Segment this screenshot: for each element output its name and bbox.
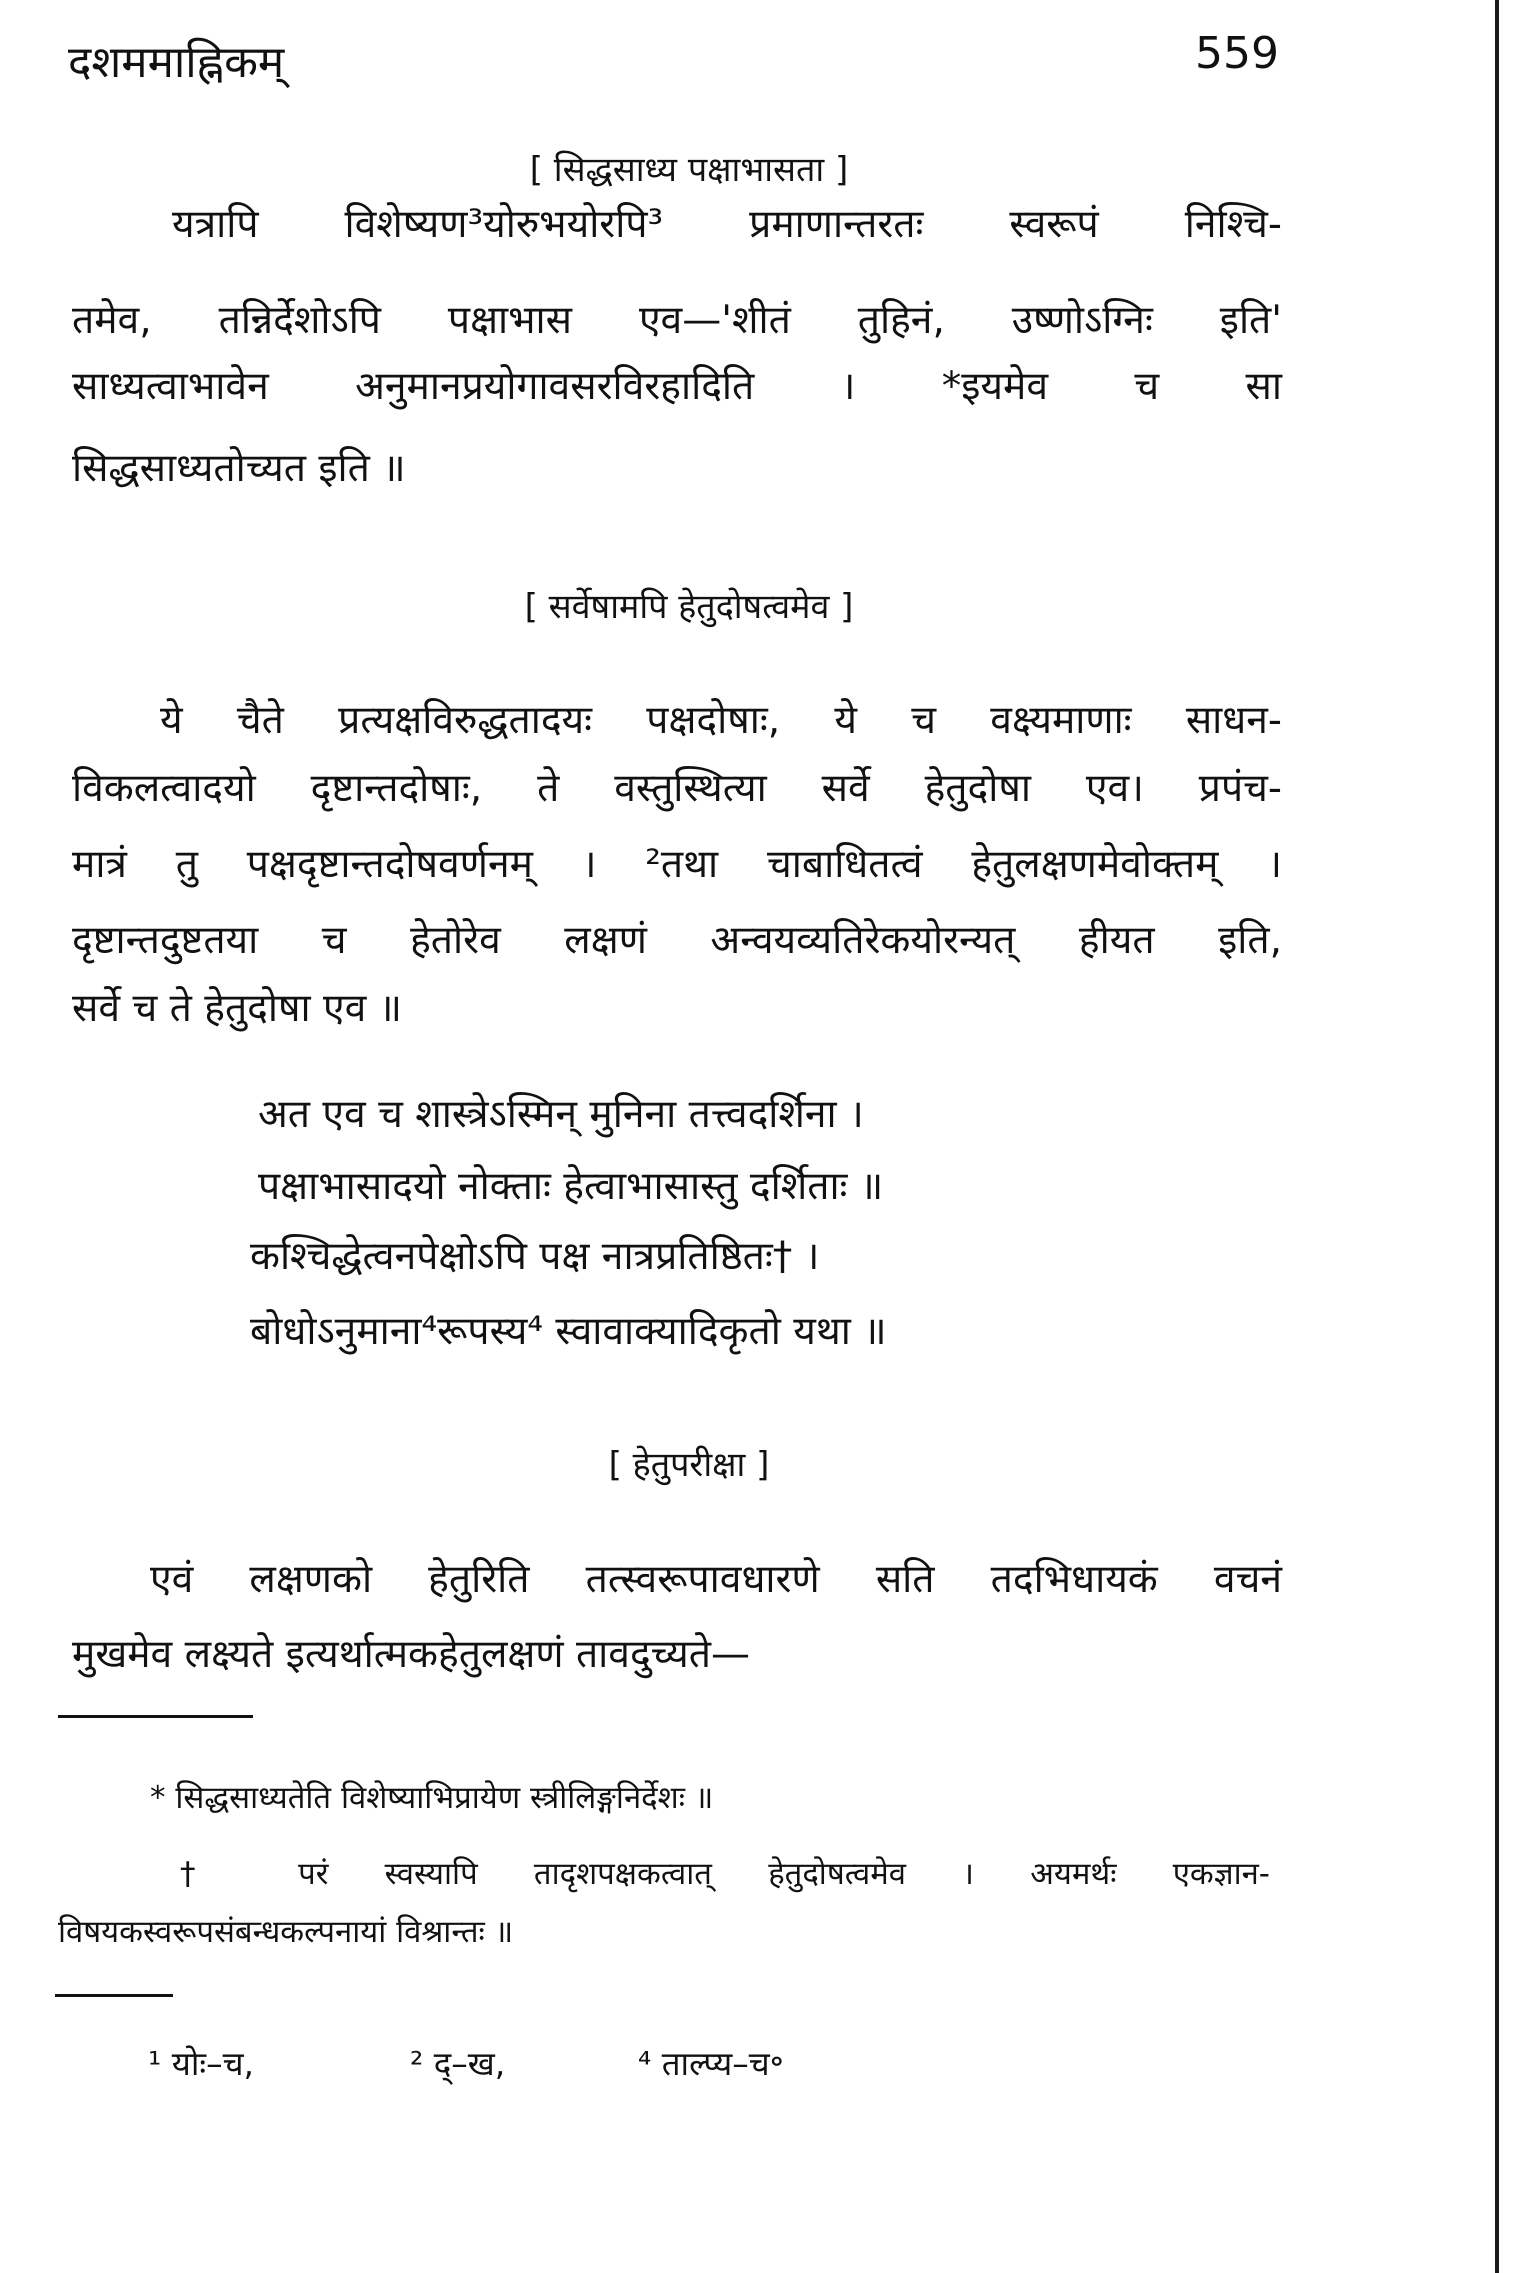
text-line: सिद्धसाध्यतोच्यत इति ॥: [72, 446, 406, 491]
text-line: सर्वे च ते हेतुदोषा एव ॥: [72, 986, 403, 1031]
footnote: * सिद्धसाध्यतेति विशेष्याभिप्रायेण स्त्रीलिङ्गनिर्देशः ॥: [150, 1780, 714, 1816]
footnote: विषयकस्वरूपसंबन्धकल्पनायां विश्रान्तः ॥: [58, 1914, 514, 1950]
variant-reading: ¹ योः–च,: [148, 2044, 255, 2083]
text-line: विकलत्वादयो दृष्टान्तदोषाः, ते वस्तुस्थित्या सर्वे हेतुदोषा एव। प्रपंच-: [72, 766, 1282, 811]
section-heading: [ सिद्धसाध्य पक्षाभासता ]: [529, 150, 849, 190]
footnote-rule: [58, 1715, 253, 1718]
text-line: तमेव, तन्निर्देशोऽपि पक्षाभास एव—'शीतं तुहिनं, उष्णोऽग्निः इति': [72, 298, 1282, 343]
section-heading: [ सर्वेषामपि हेतुदोषत्वमेव ]: [524, 587, 854, 627]
variants-rule: [55, 1994, 173, 1997]
verse-line: कश्चिद्धेत्वनपेक्षोऽपि पक्ष नात्रप्रतिष्ठितः† ।: [250, 1234, 820, 1279]
verse-line: बोधोऽनुमाना⁴रूपस्य⁴ स्वावाक्यादिकृतो यथा ॥: [250, 1309, 887, 1354]
text-line: साध्यत्वाभावेन अनुमानप्रयोगावसरविरहादिति । *इयमेव च सा: [72, 364, 1282, 409]
text-line: ये चैते प्रत्यक्षविरुद्धतादयः पक्षदोषाः, ये च वक्ष्यमाणाः साधन-: [160, 698, 1282, 743]
page-edge: [1495, 0, 1499, 2273]
text-line: एवं लक्षणको हेतुरिति तत्स्वरूपावधारणे सति तदभिधायकं वचनं: [150, 1557, 1282, 1602]
footnote: † परं स्वस्यापि तादृशपक्षकत्वात् हेतुदोषत्वमेव । अयमर्थः एकज्ञान-: [180, 1856, 1270, 1892]
page-number: 559: [1195, 28, 1279, 79]
text-line: मात्रं तु पक्षदृष्टान्तदोषवर्णनम् । ²तथा चाबाधितत्वं हेतुलक्षणमेवोक्तम् ।: [72, 842, 1282, 887]
variant-reading: ² द्–ख,: [410, 2044, 506, 2083]
verse-line: अत एव च शास्त्रेऽस्मिन् मुनिना तत्त्वदर्शिना ।: [258, 1092, 864, 1137]
text-line: दृष्टान्तदुष्टतया च हेतोरेव लक्षणं अन्वयव्यतिरेकयोरन्यत् हीयत इति,: [72, 918, 1282, 963]
verse-line: पक्षाभासादयो नोक्ताः हेत्वाभासास्तु दर्शिताः ॥: [258, 1164, 884, 1209]
section-heading: [ हेतुपरीक्षा ]: [608, 1445, 770, 1485]
variant-reading: ⁴ ताल्प्य–च॰: [638, 2044, 784, 2083]
text-line: मुखमेव लक्ष्यते इत्यर्थात्मकहेतुलक्षणं तावदुच्यते—: [72, 1632, 750, 1677]
text-line: यत्रापि विशेष्यण³योरुभयोरपि³ प्रमाणान्तरतः स्वरूपं निश्चि-: [172, 202, 1282, 247]
running-title: दशममाह्निकम्: [68, 37, 285, 88]
